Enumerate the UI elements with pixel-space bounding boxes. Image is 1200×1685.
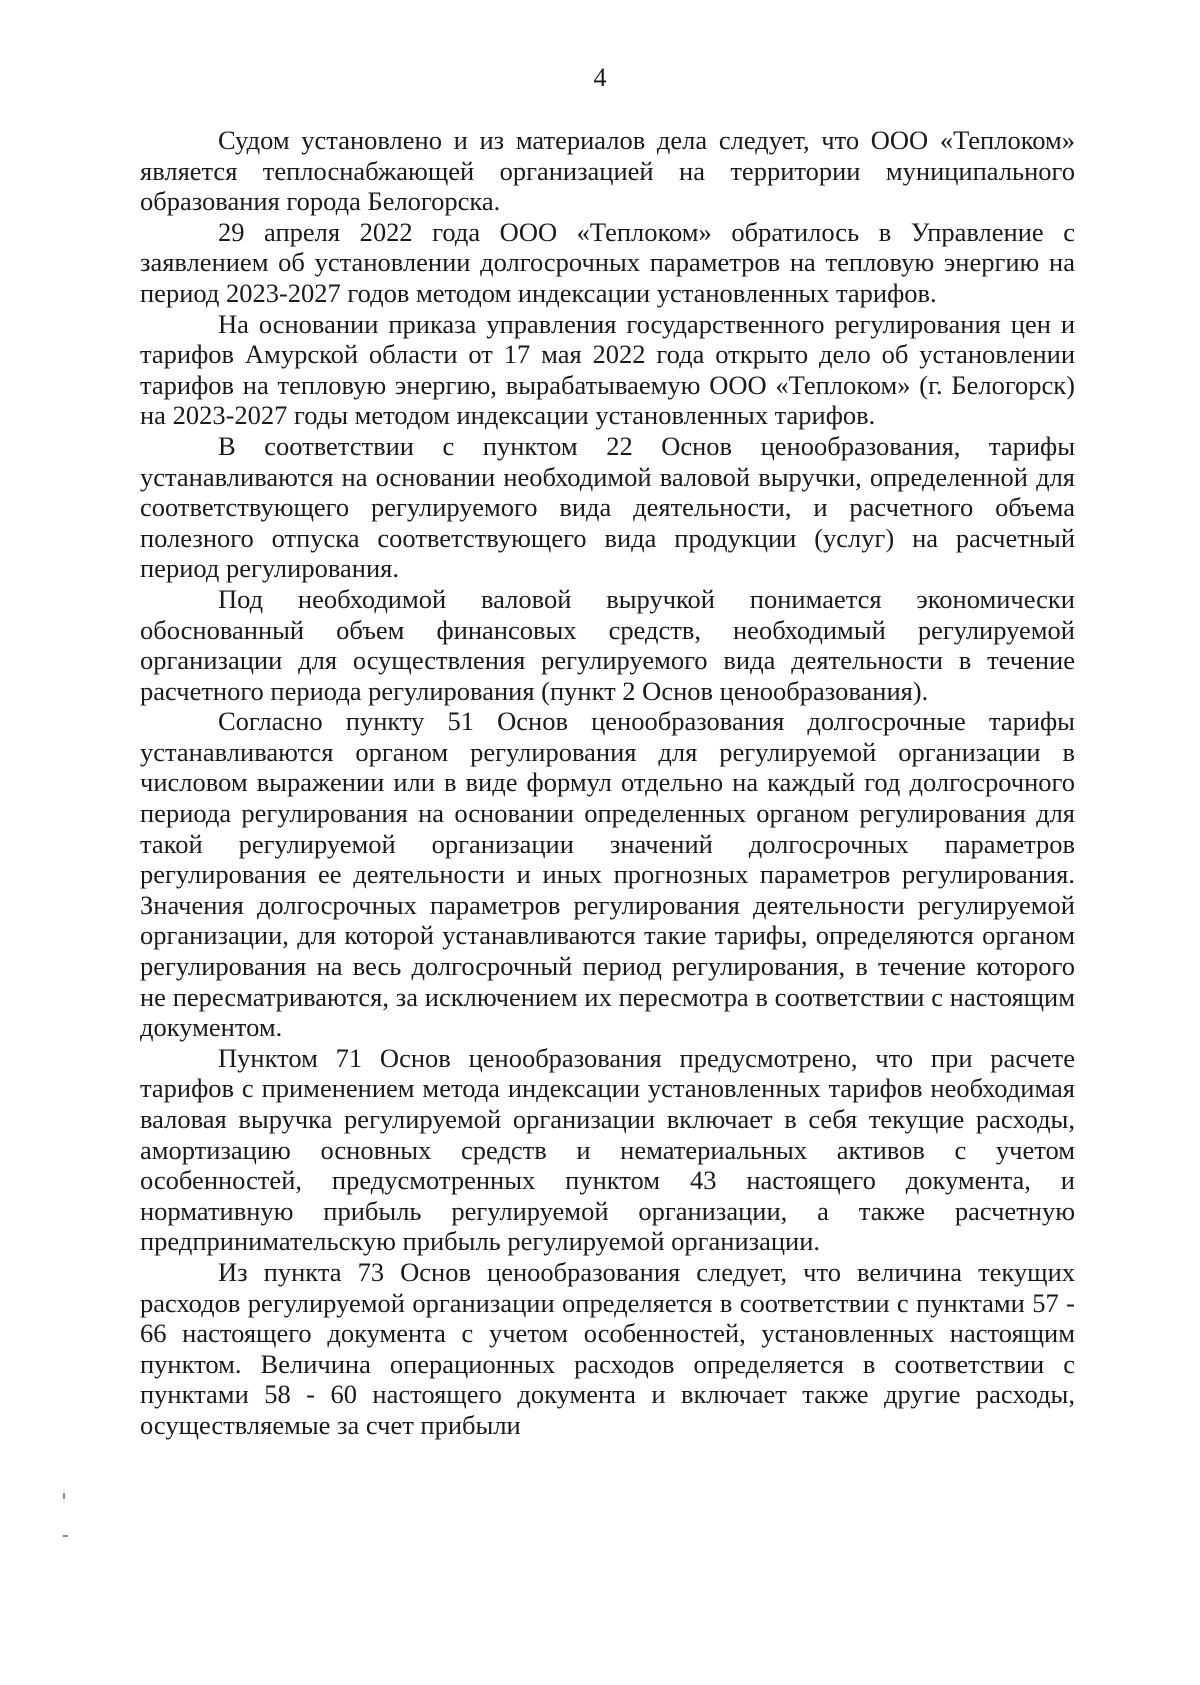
paragraph: В соответствии с пунктом 22 Основ ценообразования, тарифы устанавливаются на основании необходимой валовой выручки, определенной для соответствующего регулируемого вида деятельности, и расчетного объема полезного отпуска соответствующего вида продукции (услуг) на расчетный период регулирования.: [140, 430, 1075, 584]
paragraph: Под необходимой валовой выручкой понимается экономически обоснованный объем финансовых средств, необходимый регулируемой организации для осуществления регулируемого вида деятельности в течение расчетного периода регулирования (пункт 2 Основ ценообразования).: [140, 583, 1075, 706]
paragraph: Пунктом 71 Основ ценообразования предусмотрено, что при расчете тарифов с применением метода индексации установленных тарифов необходимая валовая выручка регулируемой организации включает в себя текущие расходы, амортизацию основных средств и нематериальных активов с учетом особенностей, предусмотренных пунктом 43 настоящего документа, и нормативную прибыль регулируемой организации, а также расчетную предпринимательскую прибыль регулируемой организации.: [140, 1042, 1075, 1257]
page-number: 4: [593, 63, 607, 92]
paragraph: На основании приказа управления государственного регулирования цен и тарифов Амурской области от 17 мая 2022 года открыто дело об установлении тарифов на тепловую энергию, вырабатываемую ООО «Теплоком» (г. Белогорск) на 2023-2027 годы методом индексации установленных тарифов.: [140, 308, 1075, 431]
paragraph: 29 апреля 2022 года ООО «Теплоком» обратилось в Управление с заявлением об установлении долгосрочных параметров на тепловую энергию на период 2023-2027 годов методом индексации установленных тарифов.: [140, 216, 1075, 308]
document-body: [140, 125, 1075, 1441]
scan-artifact-mark: [63, 1493, 65, 1499]
scan-artifact-mark: [63, 1535, 68, 1537]
paragraph: Из пункта 73 Основ ценообразования следует, что величина текущих расходов регулируемой организации определяется в соответствии с пунктами 57 - 66 настоящего документа с учетом особенностей, установленных настоящим пунктом. Величина операционных расходов определяется в соответствии с пунктами 58 - 60 настоящего документа и включает также другие расходы, осуществляемые за счет прибыли: [140, 1256, 1075, 1440]
paragraph: Согласно пункту 51 Основ ценообразования долгосрочные тарифы устанавливаются органом регулирования для регулируемой организации в числовом выражении или в виде формул отдельно на каждый год долгосрочного периода регулирования на основании определенных органом регулирования для такой регулируемой организации значений долгосрочных параметров регулирования ее деятельности и иных прогнозных параметров регулирования. Значения долгосрочных параметров регулирования деятельности регулируемой организации, для которой устанавливаются такие тарифы, определяются органом регулирования на весь долгосрочный период регулирования, в течение которого не пересматриваются, за исключением их пересмотра в соответствии с настоящим документом.: [140, 706, 1075, 1043]
paragraph: Судом установлено и из материалов дела следует, что ООО «Теплоком» является теплоснабжающей организацией на территории муниципального образования города Белогорска.: [140, 125, 1075, 217]
